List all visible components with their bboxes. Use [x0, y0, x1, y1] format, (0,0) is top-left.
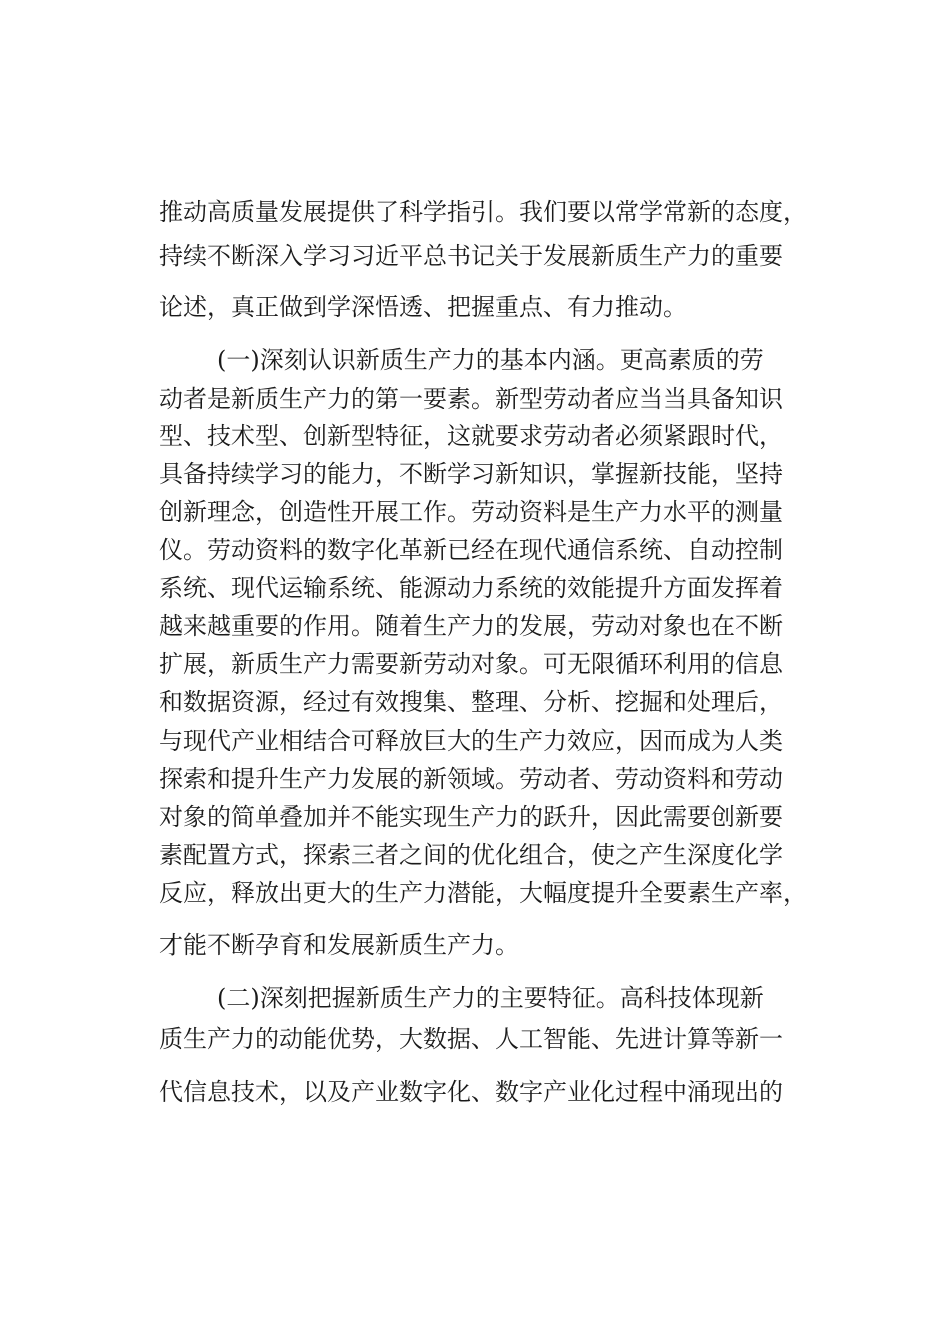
text-line: 推动高质量发展提供了科学指引。我们要以常学常新的态度，	[159, 198, 807, 226]
text-line: 持续不断深入学习习近平总书记关于发展新质生产力的重要	[159, 242, 783, 270]
text-line: 与现代产业相结合可释放巨大的生产力效应，因而成为人类	[159, 727, 783, 755]
text-line: 仪。劳动资料的数字化革新已经在现代通信系统、自动控制	[159, 536, 783, 564]
text-line: 和数据资源，经过有效搜集、整理、分析、挖掘和处理后，	[159, 688, 783, 716]
text-line: 才能不断孕育和发展新质生产力。	[159, 931, 519, 959]
text-line: 具备持续学习的能力，不断学习新知识，掌握新技能，坚持	[159, 460, 783, 488]
text-line: 探索和提升生产力发展的新领域。劳动者、劳动资料和劳动	[159, 765, 783, 793]
text-line: 质生产力的动能优势，大数据、人工智能、先进计算等新一	[159, 1025, 783, 1053]
text-line: 反应，释放出更大的生产力潜能，大幅度提升全要素生产率，	[159, 879, 807, 907]
text-line: 扩展，新质生产力需要新劳动对象。可无限循环利用的信息	[159, 650, 783, 678]
text-line: 动者是新质生产力的第一要素。新型劳动者应当当具备知识	[159, 385, 783, 413]
text-line: 代信息技术，以及产业数字化、数字产业化过程中涌现出的	[159, 1078, 783, 1106]
text-line: 论述，真正做到学深悟透、把握重点、有力推动。	[159, 293, 687, 321]
text-line: 创新理念，创造性开展工作。劳动资料是生产力水平的测量	[159, 498, 783, 526]
text-line: 越来越重要的作用。随着生产力的发展，劳动对象也在不断	[159, 612, 783, 640]
text-line: 素配置方式，探索三者之间的优化组合，使之产生深度化学	[159, 841, 783, 869]
text-line: 型、技术型、创新型特征，这就要求劳动者必须紧跟时代，	[159, 422, 783, 450]
paragraph-2-start: (二)深刻把握新质生产力的主要特征。高科技体现新	[217, 984, 764, 1012]
text-line: 对象的简单叠加并不能实现生产力的跃升，因此需要创新要	[159, 803, 783, 831]
paragraph-1-start: (一)深刻认识新质生产力的基本内涵。更高素质的劳	[217, 346, 764, 374]
text-line: 系统、现代运输系统、能源动力系统的效能提升方面发挥着	[159, 574, 783, 602]
